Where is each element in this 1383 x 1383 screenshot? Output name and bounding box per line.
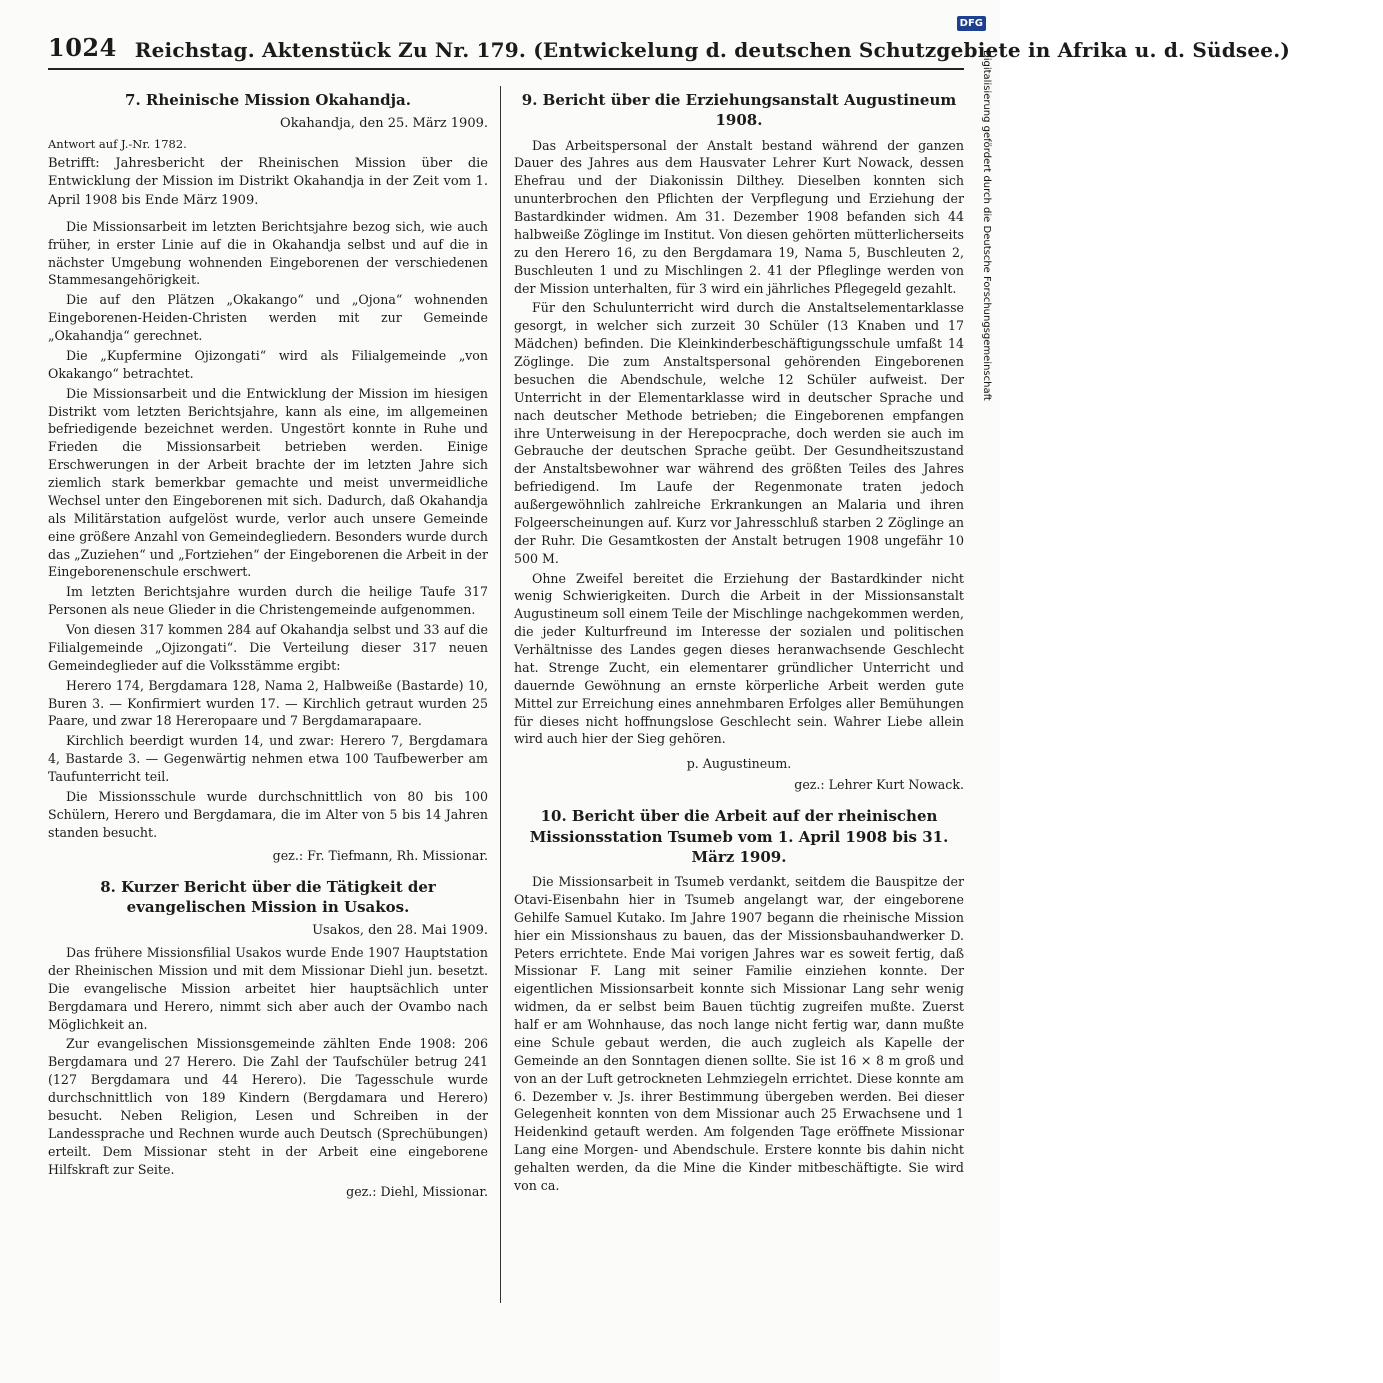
section-7-paragraph: Kirchlich beerdigt wurden 14, und zwar: Herero 7, Bergdamara 4, Bastarde 3. — Gegenwärtig nehmen etwa 100 Taufbewerber am Taufunterricht teil. [48,733,488,785]
section-8-paragraph: Das frühere Missionsfilial Usakos wurde Ende 1907 Hauptstation der Rheinischen Mission und mit dem Missionar Diehl jun. besetzt. Die evangelische Mission arbeitet hier hauptsächlich unter Bergdamara und Herero, nimmt sich aber auch der Ovambo nach Möglichkeit an. [48,945,488,1032]
section-10-heading: 10. Bericht über die Arbeit auf der rheinischen Missionsstation Tsumeb vom 1. April 1908 bis 31. März 1909. [529,807,949,866]
section-8-heading: 8. Kurzer Bericht über die Tätigkeit der evangelischen Mission in Usakos. [100,877,436,916]
section-9-paragraph: Für den Schulunterricht wird durch die Anstaltselementarklasse gesorgt, in welcher sich zurzeit 30 Schüler (13 Knaben und 17 Mädchen) befinden. Die Kleinkinderbeschäftigungsschule umfaßt 14 Zöglinge. Die zum Anstaltspersonal gehörenden Eingeborenen besuchen die Abendschule, welche 12 Schüler aufweist. Der Unterricht in der Elementarklasse wird in deutscher Sprache und nach deutscher Methode betrieben; die Eingeborenen empfangen ihre Unterweisung in der Hereросprache, doch werden sie auch im Gebrauche der deutschen Sprache geübt. Der Gesundheitszustand der Anstaltsbewohner war während des größten Teiles des Jahres befriedigend. Im Laufe der Regenmonate traten jedoch außergewöhnlich zahlreiche Erkrankungen an Malaria und ihren Folgeerscheinungen auf. Kurz vor Jahresschluß starben 2 Zöglinge an der Ruhr. Die Gesamtkosten der Anstalt betrugen 1908 ungefähr 10 500 M. [514,300,964,566]
section-8-dateline: Usakos, den 28. Mai 1909. [312,923,488,939]
section-9 [514,90,964,792]
section-10-paragraph: Die Missionsarbeit in Tsumeb verdankt, seitdem die Bauspitze der Otavi-Eisenbahn hier in Tsumeb angelangt war, der eingeborene Gehilfe Samuel Kutako. Im Jahre 1907 begann die rheinische Mission hier ein Missionshaus zu bauen, das der Missionsbauhandwerker D. Peters errichtete. Ende Mai vorigen Jahres war es soweit fertig, daß Missionar F. Lang mit seiner Familie einziehen konnte. Der eigentlichen Missionsarbeit konnte sich Missionar Lang sehr wenig widmen, da er selbst beim Bauen tüchtig zugreifen mußte. Zuerst half er am Wohnhause, das noch lange nicht fertig war, dann mußte eine Schule gebaut werden, die auch zugleich als Kapelle der Gemeinde an den Sonntagen dienen sollte. Sie ist 16 × 8 m groß und von an der Luft getrockneten Lehmziegeln errichtet. Diese konnte am 6. Dezember v. Js. ihrer Bestimmung übergeben werden. Bei dieser Gelegenheit konnten von dem Missionar auch 25 Erwachsene und 1 Heidenkind getauft werden. Am folgenden Tage eröffnete Missionar Lang eine Morgen- und Abendschule. Erstere konnte bis dahin nicht gehalten werden, da die Mine die Kinder mitbeschäftigte. Sie wird von ca. [514,874,964,1193]
section-8-signature: gez.: Diehl, Missionar. [346,1184,488,1200]
section-7-paragraph: Die auf den Plätzen „Okakango“ und „Ojona“ wohnenden Eingeborenen-Heiden-Christen werden mit zur Gemeinde „Okahandja“ gerechnet. [48,292,488,344]
section-7-paragraph: Herero 174, Bergdamara 128, Nama 2, Halbweiße (Bastarde) 10, Buren 3. — Konfirmiert wurden 17. — Kirchlich getraut wurden 25 Paare, und zwar 18 Hereropaare und 7 Bergdamarapaare. [48,677,488,729]
section-7-answer-ref: Antwort auf J.-Nr. 1782. [48,137,187,152]
section-7-subject: Betrifft: Jahresbericht der Rheinischen Mission über die Entwicklung der Mission im Distrikt Okahandja in der Zeit vom 1. April 1908 bis Ende März 1909. [48,156,488,208]
section-7-paragraph: Im letzten Berichtsjahre wurden durch die heilige Taufe 317 Personen als neue Glieder in die Christengemeinde aufgenommen. [48,584,488,618]
left-column [48,86,488,1313]
section-10 [514,806,964,1195]
section-7-paragraph: Die Missionsarbeit im letzten Berichtsjahre bezog sich, wie auch früher, in erster Linie auf die in Okahandja selbst und auf die in nächster Umgebung wohnenden Eingeborenen der verschiedenen Stammesangehörigkeit. [48,218,488,288]
section-7-paragraph: Die „Kupfermine Ojizongati“ wird als Filialgemeinde „von Okakango“ betrachtet. [48,347,488,381]
section-7-signature: gez.: Fr. Tiefmann, Rh. Missionar. [272,847,488,863]
running-head-title: Reichstag. Aktenstück Zu Nr. 179. (Entwickelung d. deutschen Schutzgebiete in Afrika u. d. Südsee.) [134,38,1291,62]
section-9-heading: 9. Bericht über die Erziehungsanstalt Augustineum 1908. [521,91,957,130]
section-7 [48,90,488,863]
section-7-paragraph: Die Missionsarbeit und die Entwicklung der Mission im hiesigen Distrikt vom letzten Berichtsjahre, kann als eine, im allgemeinen befriedigende bezeichnet werden. Ungestört konnte in Ruhe und Frieden die Missionsarbeit betrieben werden. Einige Erschwerungen in der Arbeit brachte der im letzten Jahre sich ziemlich stark bemerkbar gemachte und meist unvermeidliche Wechsel unter den Eingeborenen mit sich. Dadurch, daß Okahandja als Militärstation aufgelöst wurde, verlor auch unsere Gemeinde eine größere Anzahl von Gemeindegliedern. Besonders wurde durch das „Zuziehen“ und „Fortziehen“ der Eingeborenen die Arbeit in der Eingeborenenschule erschwert. [48,385,488,580]
dfg-funding-note: Digitalisierung gefördert durch die Deutsche Forschungsgemeinschaft [981,50,992,401]
page-number: 1024 [48,33,117,62]
section-7-paragraph: Die Missionsschule wurde durchschnittlich von 80 bis 100 Schülern, Herero und Bergdamara, die im Alter von 5 bis 14 Jahren standen besucht. [48,788,488,840]
section-9-paragraph: Das Arbeitspersonal der Anstalt bestand während der ganzen Dauer des Jahres aus dem Hausvater Lehrer Kurt Nowack, dessen Ehefrau und der Diakonissin Dilthey. Dieselben konnten sich ununterbrochen den Pflichten der Verpflegung und Erziehung der Bastardkinder widmen. Am 31. Dezember 1908 befanden sich 44 halbweiße Zöglinge im Institut. Von diesen gehörten mütterlicherseits zu den Herero 16, zu den Bergdamara 19, Nama 5, Buschleuten 2, Buschleuten 1 und zu Mischlingen 2. 41 der Pfleglinge werden von der Mission unterhalten, für 3 wird ein jährliches Pflegegeld gezahlt. [514,137,964,296]
column-divider [500,86,501,1303]
section-9-signature-place: p. Augustineum. [686,756,792,772]
section-9-signature: gez.: Lehrer Kurt Nowack. [794,777,964,793]
section-7-paragraph: Von diesen 317 kommen 284 auf Okahandja selbst und 33 auf die Filialgemeinde „Ojizongati“. Die Verteilung dieser 317 neuen Gemeindeglieder auf die Volksstämme ergibt: [48,622,488,673]
section-9-paragraph: Ohne Zweifel bereitet die Erziehung der Bastardkinder nicht wenig Schwierigkeiten. Durch die Arbeit in der Missionsanstalt Augustineum soll einem Teile der Mischlinge nachgekommen werden, die jeder Kulturfreund im Interesse der sozialen und politischen Verhältnisse des Landes gegen dieses heranwachsende Geschlecht hat. Strenge Zucht, ein elementarer gründlicher Unterricht und dauernde Gewöhnung an ernste körperliche Arbeit werden gute Mittel zur Erreichung eines annehmbaren Erfolges aller Bemühungen für dieses nicht hoffnungslose Geschlecht sein. Wahrer Liebe allein wird auch hier der Sieg gehören. [514,570,964,747]
section-8 [48,877,488,1200]
section-7-dateline: Okahandja, den 25. März 1909. [280,116,488,132]
dfg-side-note [959,10,992,990]
section-8-paragraph: Zur evangelischen Missionsgemeinde zählten Ende 1908: 206 Bergdamara und 27 Herero. Die Zahl der Taufschüler betrug 241 (127 Bergdamara und 44 Herero). Die Tagesschule wurde durchschnittlich von 189 Kindern (Bergdamara und Herero) besucht. Neben Religion, Lesen und Schreiben in der Landessprache und Rechnen wurde auch Deutsch (Sprechübungen) erteilt. Dem Missionar steht in der Arbeit eine eingeborene Hilfskraft zur Seite. [48,1036,488,1177]
right-column [514,86,964,1313]
dfg-badge: DFG [957,16,986,31]
section-7-heading: 7. Rheinische Mission Okahandja. [125,91,411,109]
